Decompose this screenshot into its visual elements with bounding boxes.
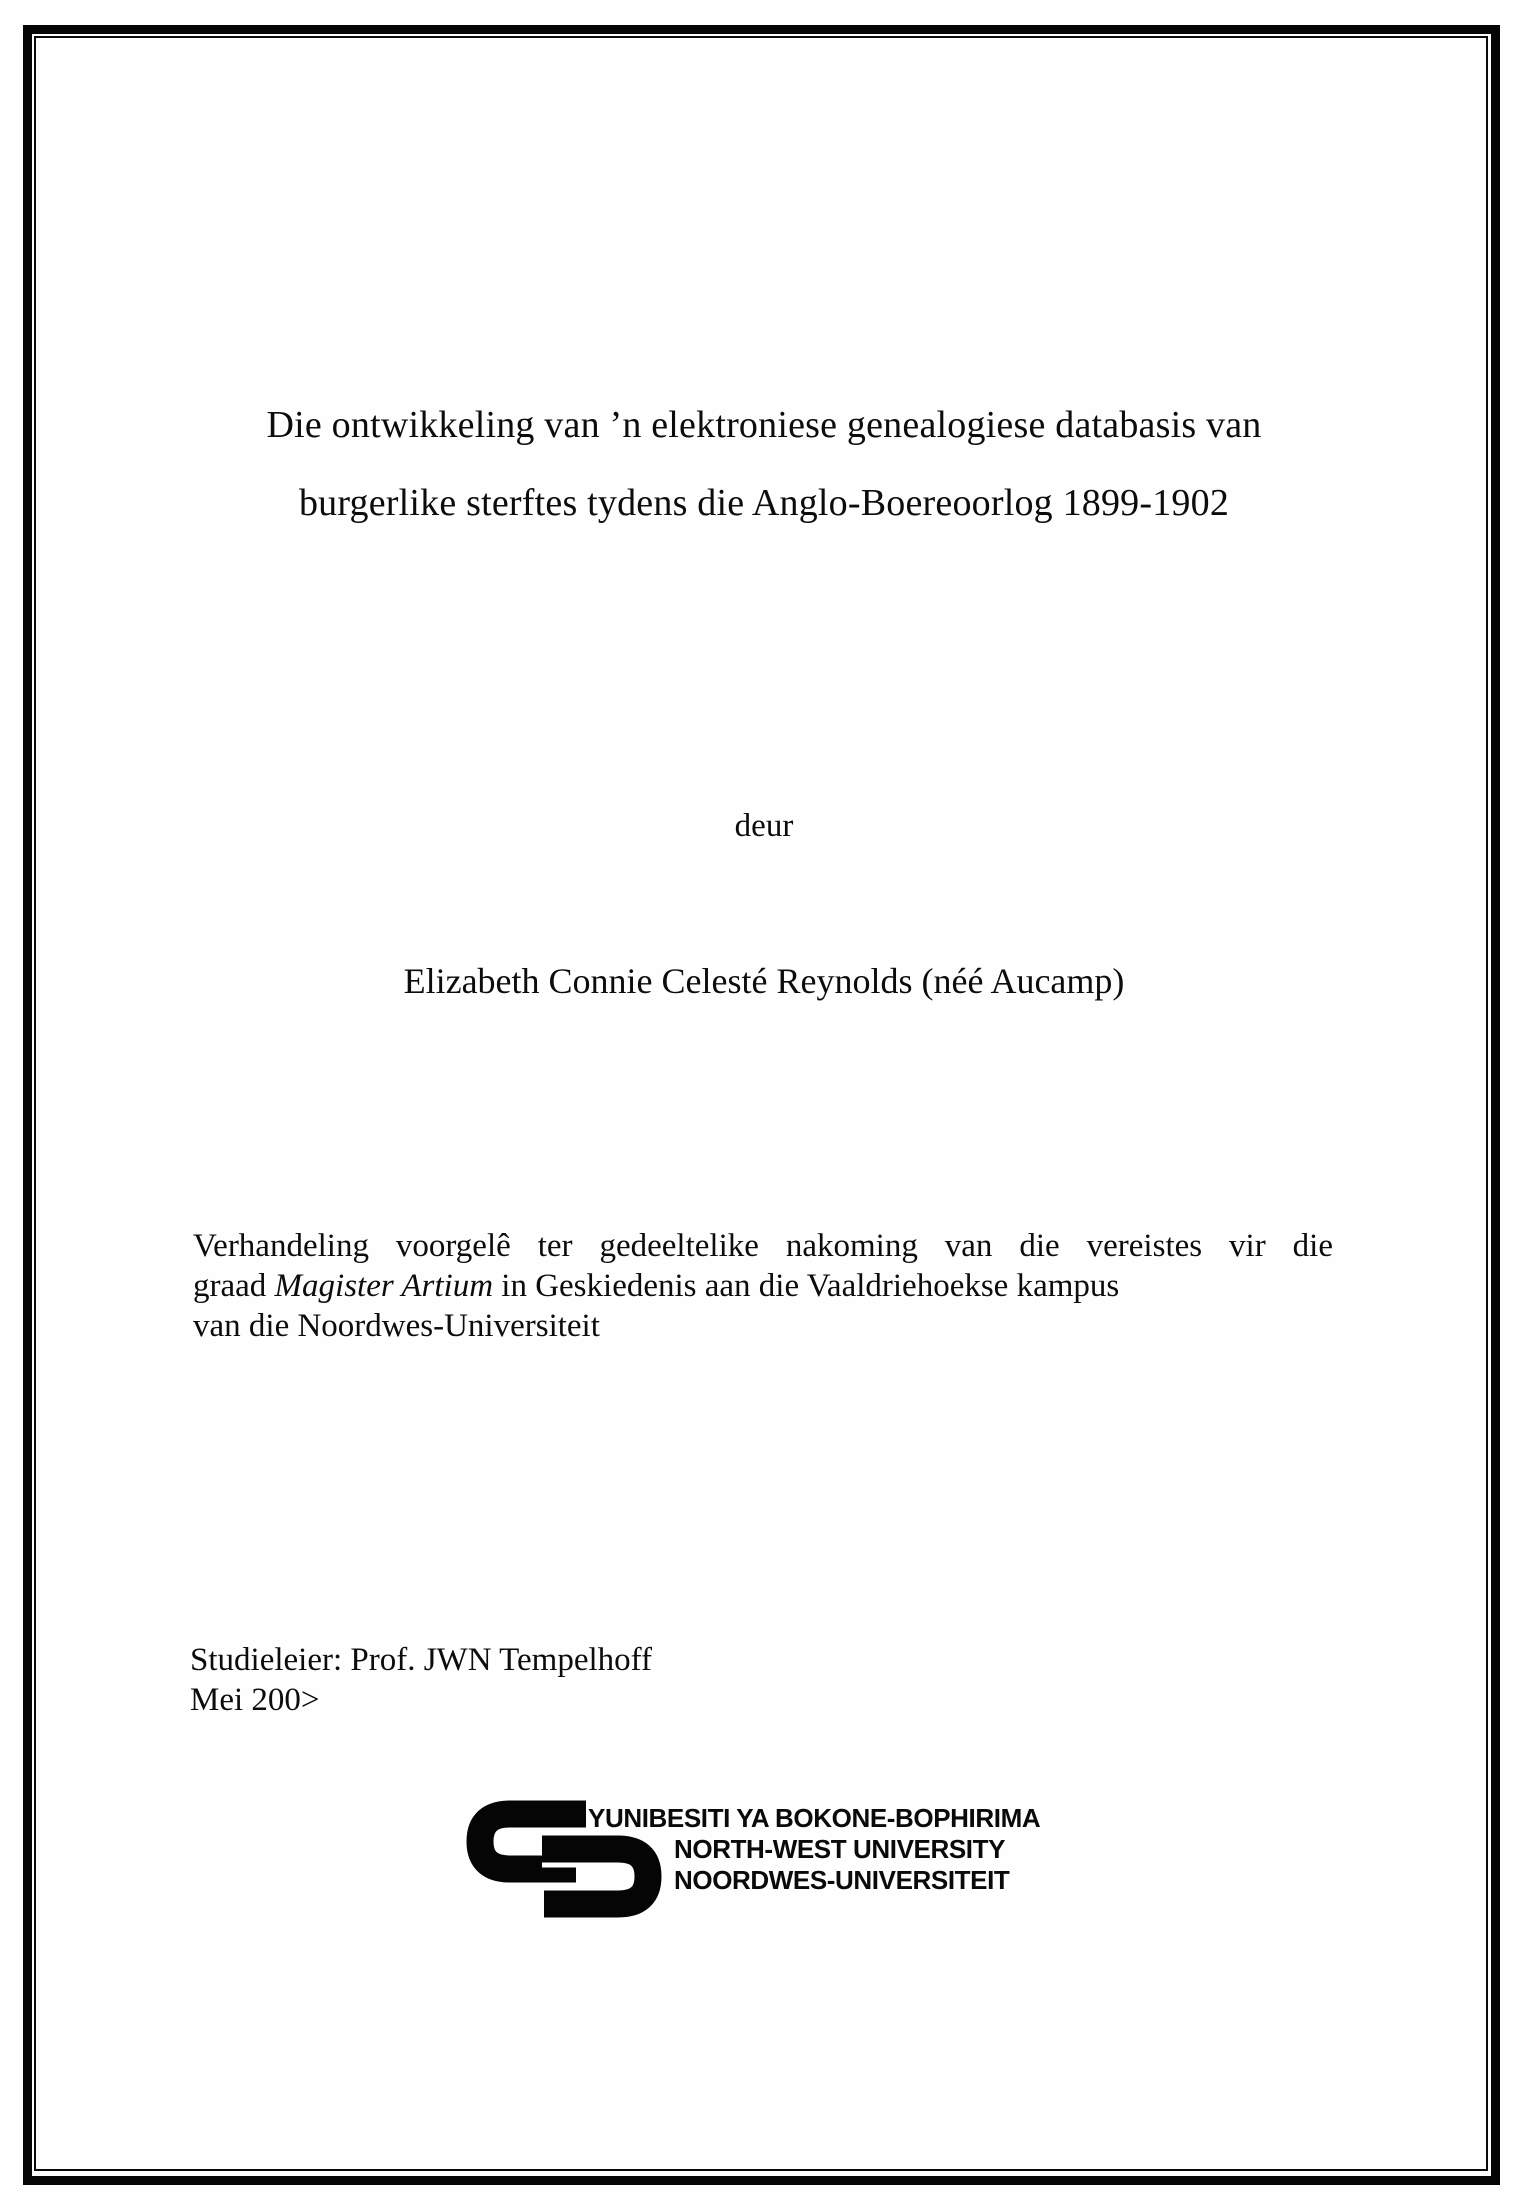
university-name-setswana: YUNIBESITI YA BOKONE-BOPHIRIMA bbox=[588, 1803, 1041, 1833]
thesis-title-line-2: burgerlike sterftes tydens die Anglo-Boereoorlog 1899-1902 bbox=[298, 482, 1230, 524]
university-name-afrikaans: NOORDWES-UNIVERSITEIT bbox=[674, 1865, 1010, 1895]
degree-title-italic: Magister Artium bbox=[274, 1268, 494, 1304]
degree-statement-line-3: van die Noordwes-Universiteit bbox=[193, 1308, 600, 1344]
university-name-block bbox=[588, 1803, 1094, 1896]
degree-line2-prefix: graad bbox=[193, 1268, 275, 1304]
author-name: Elizabeth Connie Celesté Reynolds (néé Aucamp) bbox=[403, 961, 1125, 1001]
degree-statement-line-1: Verhandeling voorgelê ter gedeeltelike nakoming van die vereistes vir die bbox=[193, 1228, 1333, 1264]
thesis-title-line-1: Die ontwikkeling van ’n elektroniese genealogiese databasis van bbox=[266, 404, 1262, 446]
degree-statement bbox=[193, 1226, 1333, 1346]
supervisor-block bbox=[190, 1640, 1090, 1720]
thesis-title bbox=[195, 386, 1333, 542]
date-line: Mei 200> bbox=[190, 1682, 320, 1718]
supervisor-line: Studieleier: Prof. JWN Tempelhoff bbox=[190, 1642, 653, 1678]
byline-label: deur bbox=[734, 808, 794, 844]
north-west-university-logo bbox=[466, 1800, 1086, 1930]
university-name-english: NORTH-WEST UNIVERSITY bbox=[674, 1834, 1006, 1864]
degree-line2-suffix: in Geskiedenis aan die Vaaldriehoekse kampus bbox=[493, 1268, 1120, 1304]
degree-statement-line-2 bbox=[193, 1266, 1333, 1306]
